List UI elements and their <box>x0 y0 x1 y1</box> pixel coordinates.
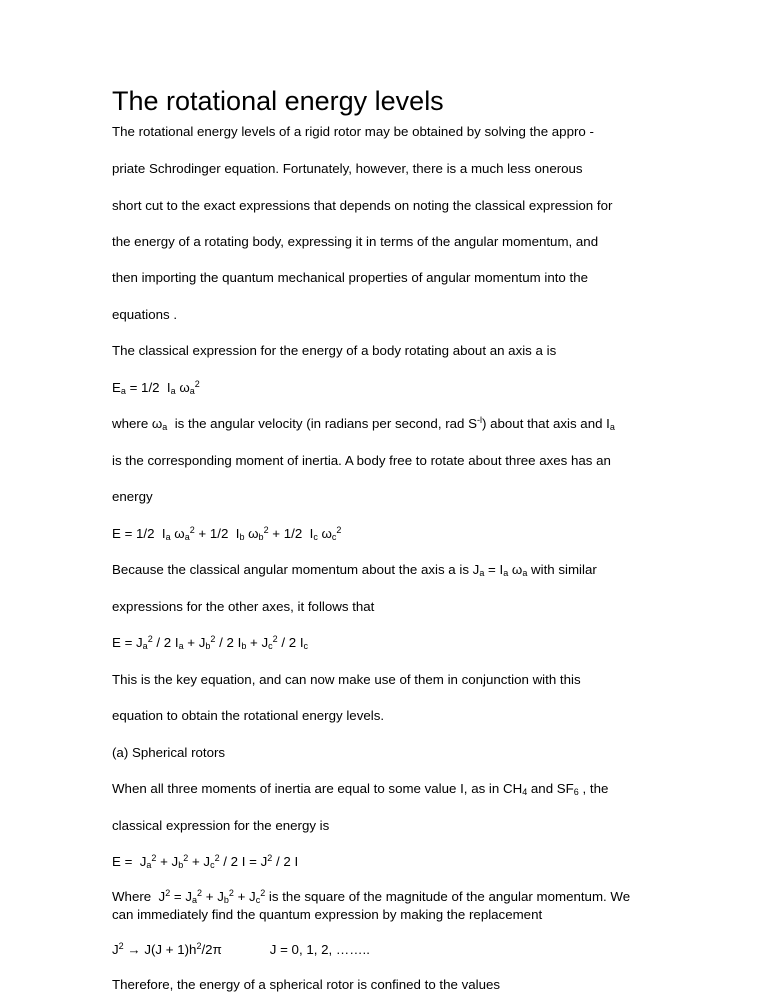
key-equation-line-2: equation to obtain the rotational energy levels. <box>112 708 385 723</box>
page-title: The rotational energy levels <box>112 86 444 116</box>
spherical-text-c: , the <box>578 781 609 796</box>
equation-spherical-energy: $E = J_a^2 + J_b^2 + J_c^2 / 2$ $I = J^2 / 2$ I <box>112 853 299 870</box>
momentum-line-2: expressions for the other axes, it follows that <box>112 599 375 614</box>
therefore-line: Therefore, the energy of a spherical rotor is confined to the values <box>112 977 501 992</box>
momentum-line-1: Because the classical angular momentum about the axis a is $J_a = I_a$ $\omega_a$ with similar <box>112 562 597 578</box>
key-equation-line-1: This is the key equation, and can now make use of them in conjunction with this <box>112 672 581 687</box>
equation-e-total: E = 1/2 $I_a$ $\omega_a^2 + 1/2$ $I_b$ $\omega_b^2 + 1/2$ $I_c$ $\omega_c^2$ <box>112 525 342 542</box>
intro-line-4: the energy of a rotating body, expressing it in terms of the angular momentum, and <box>112 234 599 249</box>
where-j2-text: is the square of the magnitude of the angular momentum. We <box>265 889 631 904</box>
intro-line-6: equations . <box>112 307 178 322</box>
where-omega-text-a: is the angular velocity (in radians per second, rad S <box>174 416 477 431</box>
spherical-text-a: When all three moments of inertia are equal to some value I, as in CH <box>112 781 523 796</box>
intro-line-1: The rotational energy levels of a rigid rotor may be obtained by solving the appro - <box>112 124 594 139</box>
momentum-text-b: with similar <box>527 562 597 577</box>
spherical-text-b: and SF <box>527 781 574 796</box>
equation-e-j: $E = J_a^2 / 2$ $I_a + J_b^2 / 2$ $I_b + J_c^2 / 2$ $I_c$ <box>112 634 309 651</box>
equation-replacement: $J^2 \to J(J + 1)h^2/2\pi$ J = 0, 1, 2, …….. <box>112 941 370 957</box>
intro-line-3: short cut to the exact expressions that depends on noting the classical expression for <box>112 198 613 213</box>
intro-line-5: then importing the quantum mechanical properties of angular momentum into the <box>112 270 589 285</box>
section-heading-spherical-rotors: (a) Spherical rotors <box>112 745 226 760</box>
spherical-line-1: When all three moments of inertia are equal to some value I, as in $CH_4$ and $SF_6$ , the <box>112 781 609 797</box>
where-j2-line-1: Where $J^2 = J_a^2 + J_b^2 + J_c^2$ is the square of the magnitude of the angular momentum. We <box>112 888 631 905</box>
spherical-line-2: classical expression for the energy is <box>112 818 330 833</box>
where-j2-line-2: can immediately find the quantum expression by making the replacement <box>112 907 543 922</box>
equation-ea: $E_a = 1/2$ $I_a$ $\omega_a^2$ <box>112 379 200 396</box>
classical-intro: The classical expression for the energy of a body rotating about an axis a is <box>112 343 557 358</box>
where-omega-line-1: where $\omega_a$ is the angular velocity (in radians per second, rad $S^{-l}$) about that axis and $I_a$ <box>112 415 615 432</box>
where-omega-line-3: energy <box>112 489 153 504</box>
replacement-values: J = 0, 1, 2, …….. <box>269 942 370 957</box>
momentum-text-a: Because the classical angular momentum about the axis a is J <box>112 562 480 577</box>
where-omega-line-2: is the corresponding moment of inertia. A body free to rotate about three axes has an <box>112 453 611 468</box>
intro-line-2: priate Schrodinger equation. Fortunately, however, there is a much less onerous <box>112 161 583 176</box>
where-omega-text-b: ) about that axis and I <box>482 416 610 431</box>
